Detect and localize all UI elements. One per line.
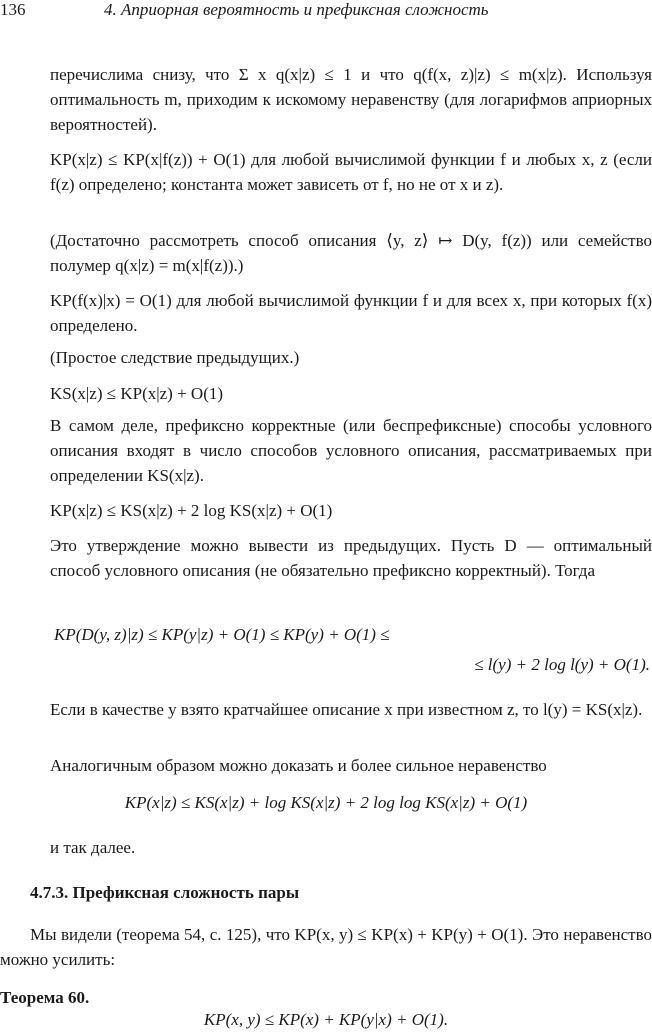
paragraph: Если в качестве y взято кратчайшее описание x при известном z, то l(y) = KS(x|z). bbox=[50, 700, 643, 719]
theorem-formula: KP(x, y) ≤ KP(x) + KP(y|x) + O(1). bbox=[203, 1010, 449, 1029]
running-title: 4. Априорная вероятность и префиксная сложность bbox=[104, 0, 489, 19]
paragraph: В самом деле, префиксно корректные (или беспрефиксные) способы условного описания входят в число способов условного описания, рассматриваемых при определении KS(x|z). bbox=[50, 416, 652, 485]
paragraph: (Достаточно рассмотреть способ описания ⟨y, z⟩ ↦ D(y, f(z)) или семейство полумер q(x|z) = m(x|f(z)).) bbox=[50, 231, 652, 275]
section-number: 4.7.3. bbox=[30, 883, 69, 902]
paragraph: Мы видели (теорема 54, с. 125), что KP(x, y) ≤ KP(x) + KP(y) + O(1). Это неравенство можно усилить: bbox=[0, 925, 652, 969]
paragraph: Аналогичным образом можно доказать и более сильное неравенство bbox=[50, 756, 547, 775]
paragraph: KP(x|z) ≤ KS(x|z) + 2 log KS(x|z) + O(1) bbox=[50, 501, 333, 520]
section-title: Префиксная сложность пары bbox=[72, 883, 300, 902]
formula-line: KP(D(y, z)|z) ≤ KP(y|z) + O(1) ≤ KP(y) + O(1) ≤ bbox=[54, 625, 390, 644]
running-header bbox=[0, 0, 652, 24]
page-number: 136 bbox=[0, 0, 26, 19]
paragraph: и так далее. bbox=[50, 838, 136, 857]
paragraph: KP(x|z) ≤ KP(x|f(z)) + O(1) для любой вычислимой функции f и любых x, z (если f(z) определено; константа может зависеть от f, но не от x и z). bbox=[50, 150, 652, 194]
paragraph: KP(f(x)|x) = O(1) для любой вычислимой функции f и для всех x, при которых f(x) определено. bbox=[50, 291, 652, 335]
theorem-label: Теорема 60. bbox=[0, 988, 90, 1007]
section-heading bbox=[30, 883, 299, 903]
display-formula: KP(x|z) ≤ KS(x|z) + log KS(x|z) + 2 log log KS(x|z) + O(1) bbox=[124, 793, 528, 812]
paragraph: перечислима снизу, что Σ x q(x|z) ≤ 1 и что q(f(x, z)|z) ≤ m(x|z). Используя оптимальность m, приходим к искомому неравенству (для логарифмов априорных вероятностей). bbox=[50, 65, 652, 134]
paragraph: Это утверждение можно вывести из предыдущих. Пусть D — оптимальный способ условного описания (не обязательно префиксно корректный). Тогда bbox=[50, 536, 652, 580]
paragraph: (Простое следствие предыдущих.) bbox=[50, 348, 300, 367]
paragraph: KS(x|z) ≤ KP(x|z) + O(1) bbox=[50, 384, 224, 403]
formula-line: ≤ l(y) + 2 log l(y) + O(1). bbox=[474, 655, 650, 674]
